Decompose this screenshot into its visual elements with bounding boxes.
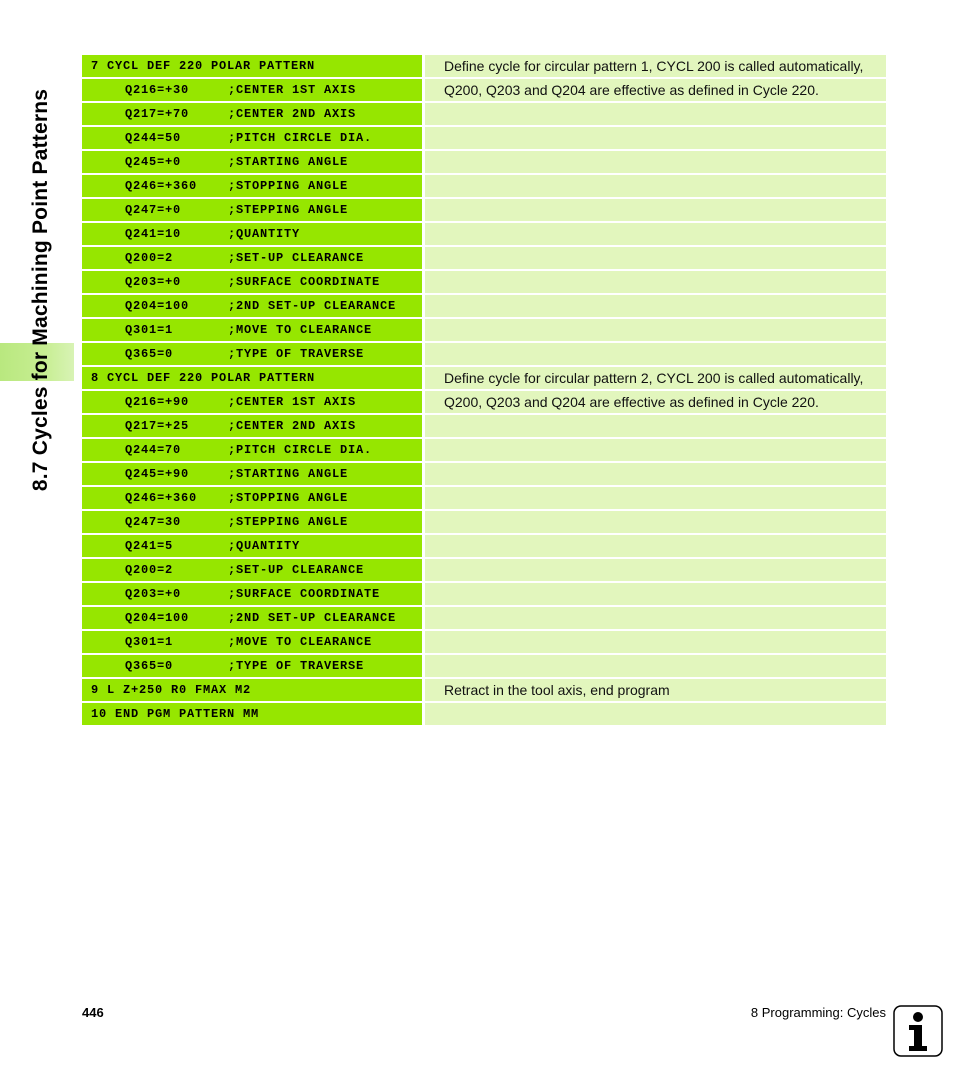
parameter-comment: ;CENTER 2ND AXIS	[228, 419, 357, 433]
table-row	[82, 463, 886, 485]
parameter-value: Q203=+0	[125, 587, 182, 601]
program-table	[82, 55, 886, 727]
table-row	[82, 127, 886, 149]
nc-parameter-line	[82, 607, 422, 629]
nc-parameter-line	[82, 631, 422, 653]
row-description	[425, 511, 886, 533]
info-icon	[893, 1005, 943, 1057]
nc-parameter-line	[82, 103, 422, 125]
row-description	[425, 439, 886, 461]
parameter-comment: ;SURFACE COORDINATE	[228, 587, 381, 601]
nc-parameter-line	[82, 343, 422, 365]
row-description	[425, 583, 886, 605]
table-row	[82, 511, 886, 533]
nc-parameter-line	[82, 535, 422, 557]
table-row	[82, 247, 886, 269]
nc-parameter-line	[82, 439, 422, 461]
parameter-comment: ;TYPE OF TRAVERSE	[228, 347, 365, 361]
row-description	[425, 343, 886, 365]
chapter-label: 8 Programming: Cycles	[750, 1005, 886, 1020]
row-description	[425, 487, 886, 509]
parameter-value: Q246=+360	[125, 491, 198, 505]
nc-parameter-line	[82, 463, 422, 485]
parameter-value: Q365=0	[125, 659, 174, 673]
parameter-comment: ;QUANTITY	[228, 227, 301, 241]
table-row	[82, 415, 886, 437]
parameter-value: Q217=+70	[125, 107, 190, 121]
table-row	[82, 295, 886, 317]
table-row	[82, 271, 886, 293]
nc-block-line: 7 CYCL DEF 220 POLAR PATTERN	[82, 55, 422, 77]
parameter-value: Q200=2	[125, 251, 174, 265]
parameter-value: Q200=2	[125, 563, 174, 577]
nc-parameter-line	[82, 391, 422, 413]
row-description	[425, 175, 886, 197]
table-row	[82, 631, 886, 653]
table-row	[82, 487, 886, 509]
nc-parameter-line	[82, 415, 422, 437]
parameter-comment: ;CENTER 2ND AXIS	[228, 107, 357, 121]
parameter-value: Q241=10	[125, 227, 182, 241]
table-row	[82, 559, 886, 581]
parameter-comment: ;SURFACE COORDINATE	[228, 275, 381, 289]
parameter-value: Q203=+0	[125, 275, 182, 289]
parameter-value: Q247=30	[125, 515, 182, 529]
parameter-value: Q301=1	[125, 323, 174, 337]
row-description	[425, 655, 886, 677]
table-row	[82, 391, 886, 413]
row-description	[425, 295, 886, 317]
row-description	[425, 271, 886, 293]
row-description	[425, 535, 886, 557]
row-description	[425, 199, 886, 221]
row-description	[425, 223, 886, 245]
parameter-comment: ;2ND SET-UP CLEARANCE	[228, 299, 397, 313]
row-description: Q200, Q203 and Q204 are effective as defined in Cycle 220.	[425, 79, 886, 101]
parameter-value: Q241=5	[125, 539, 174, 553]
table-row	[82, 151, 886, 173]
table-row	[82, 79, 886, 101]
parameter-value: Q216=+90	[125, 395, 190, 409]
nc-parameter-line	[82, 223, 422, 245]
parameter-comment: ;STOPPING ANGLE	[228, 491, 349, 505]
parameter-value: Q245=+90	[125, 467, 190, 481]
table-row	[82, 607, 886, 629]
parameter-comment: ;QUANTITY	[228, 539, 301, 553]
row-description	[425, 631, 886, 653]
nc-parameter-line	[82, 511, 422, 533]
row-description	[425, 703, 886, 725]
row-description	[425, 559, 886, 581]
parameter-comment: ;STEPPING ANGLE	[228, 203, 349, 217]
parameter-value: Q204=100	[125, 299, 190, 313]
nc-block-line: 10 END PGM PATTERN MM	[82, 703, 422, 725]
parameter-comment: ;MOVE TO CLEARANCE	[228, 635, 373, 649]
parameter-comment: ;STARTING ANGLE	[228, 155, 349, 169]
nc-block-line: 8 CYCL DEF 220 POLAR PATTERN	[82, 367, 422, 389]
table-row	[82, 319, 886, 341]
parameter-comment: ;STEPPING ANGLE	[228, 515, 349, 529]
nc-parameter-line	[82, 583, 422, 605]
table-row	[82, 199, 886, 221]
table-row	[82, 583, 886, 605]
parameter-value: Q217=+25	[125, 419, 190, 433]
table-row	[82, 343, 886, 365]
table-row	[82, 703, 886, 725]
table-row	[82, 367, 886, 389]
parameter-comment: ;CENTER 1ST AXIS	[228, 395, 357, 409]
nc-parameter-line	[82, 175, 422, 197]
row-description	[425, 319, 886, 341]
table-row	[82, 55, 886, 77]
row-description	[425, 247, 886, 269]
parameter-comment: ;STOPPING ANGLE	[228, 179, 349, 193]
row-description: Q200, Q203 and Q204 are effective as defined in Cycle 220.	[425, 391, 886, 413]
table-row	[82, 175, 886, 197]
row-description: Retract in the tool axis, end program	[425, 679, 886, 701]
table-row	[82, 655, 886, 677]
row-description	[425, 415, 886, 437]
nc-parameter-line	[82, 271, 422, 293]
nc-parameter-line	[82, 79, 422, 101]
table-row	[82, 223, 886, 245]
nc-block-line: 9 L Z+250 R0 FMAX M2	[82, 679, 422, 701]
row-description	[425, 463, 886, 485]
row-description	[425, 103, 886, 125]
table-row	[82, 103, 886, 125]
parameter-value: Q245=+0	[125, 155, 182, 169]
parameter-value: Q216=+30	[125, 83, 190, 97]
parameter-value: Q365=0	[125, 347, 174, 361]
parameter-comment: ;TYPE OF TRAVERSE	[228, 659, 365, 673]
parameter-comment: ;PITCH CIRCLE DIA.	[228, 443, 373, 457]
parameter-value: Q247=+0	[125, 203, 182, 217]
nc-parameter-line	[82, 319, 422, 341]
nc-parameter-line	[82, 487, 422, 509]
nc-parameter-line	[82, 559, 422, 581]
parameter-value: Q244=70	[125, 443, 182, 457]
nc-parameter-line	[82, 295, 422, 317]
nc-parameter-line	[82, 655, 422, 677]
section-title: 8.7 Cycles for Machining Point Patterns	[29, 88, 52, 492]
parameter-comment: ;SET-UP CLEARANCE	[228, 251, 365, 265]
row-description: Define cycle for circular pattern 1, CYCL 200 is called automatically,	[425, 55, 886, 77]
table-row	[82, 439, 886, 461]
parameter-value: Q204=100	[125, 611, 190, 625]
parameter-comment: ;PITCH CIRCLE DIA.	[228, 131, 373, 145]
row-description	[425, 607, 886, 629]
parameter-comment: ;SET-UP CLEARANCE	[228, 563, 365, 577]
table-row	[82, 535, 886, 557]
parameter-value: Q246=+360	[125, 179, 198, 193]
nc-parameter-line	[82, 127, 422, 149]
row-description	[425, 151, 886, 173]
parameter-comment: ;CENTER 1ST AXIS	[228, 83, 357, 97]
nc-parameter-line	[82, 199, 422, 221]
parameter-value: Q244=50	[125, 131, 182, 145]
table-row	[82, 679, 886, 701]
parameter-comment: ;STARTING ANGLE	[228, 467, 349, 481]
parameter-value: Q301=1	[125, 635, 174, 649]
parameter-comment: ;MOVE TO CLEARANCE	[228, 323, 373, 337]
parameter-comment: ;2ND SET-UP CLEARANCE	[228, 611, 397, 625]
page-number: 446	[82, 1005, 104, 1020]
nc-parameter-line	[82, 151, 422, 173]
nc-parameter-line	[82, 247, 422, 269]
row-description: Define cycle for circular pattern 2, CYCL 200 is called automatically,	[425, 367, 886, 389]
row-description	[425, 127, 886, 149]
